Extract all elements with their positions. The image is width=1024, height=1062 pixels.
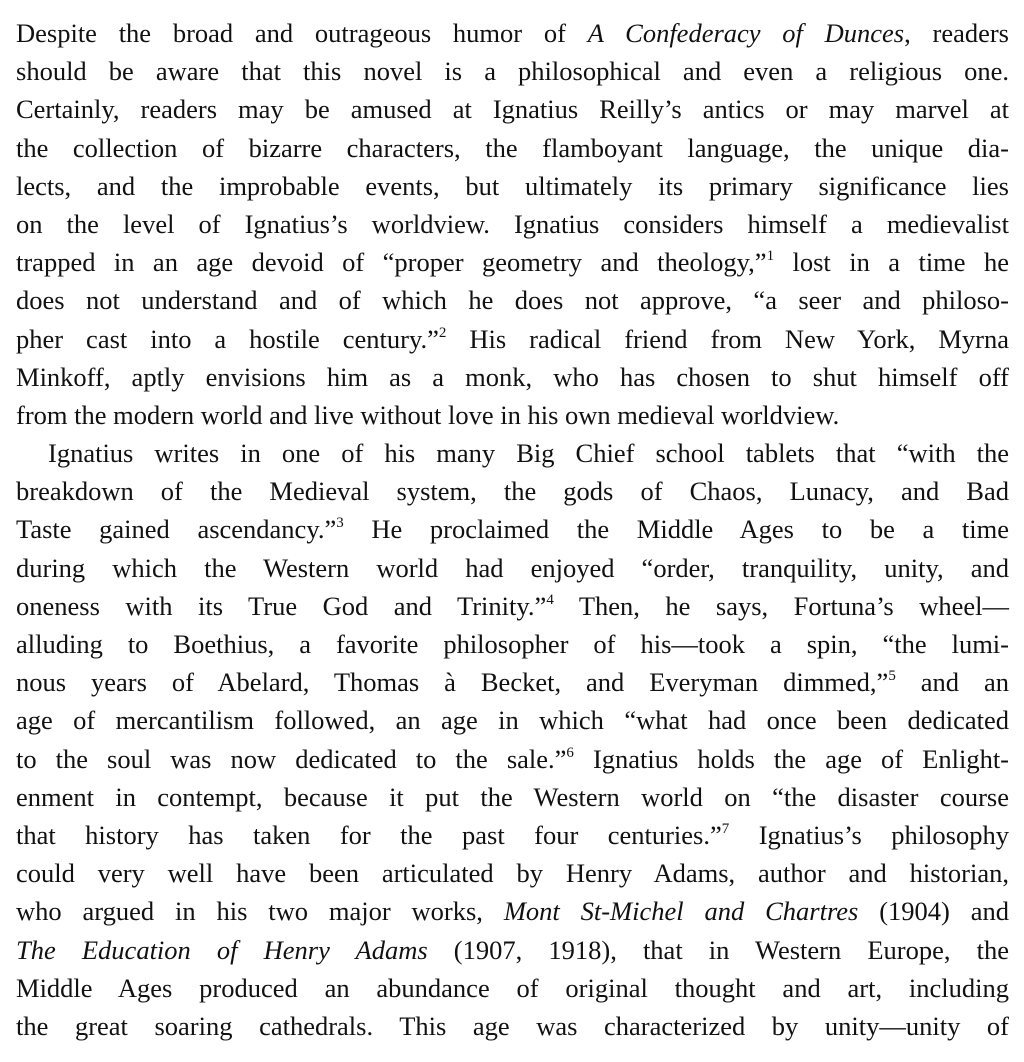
text-line [16, 434, 1009, 472]
footnote-marker: 2 [438, 324, 447, 341]
italic-title: A Confederacy of Dunces [587, 18, 905, 48]
text-segment: Ignatius holds the age of Enlight- [573, 743, 1009, 774]
text-segment: and an [895, 667, 1009, 698]
text-segment: Middle Ages produced an abundance of original thought and art, including [16, 972, 1009, 1003]
text-segment: He proclaimed the Middle Ages to be a time [343, 514, 1009, 545]
text-segment: lects, and the improbable events, but ultimately its primary significance lies [16, 170, 1009, 201]
text-segment: Ignatius’s philosophy [729, 819, 1009, 850]
text-segment: , readers [904, 18, 1009, 48]
text-segment: Certainly, readers may be amused at Ignatius Reilly’s antics or may marvel at [16, 94, 1009, 125]
text-segment: the great soaring cathedrals. This age was characterized by unity—unity of [16, 1010, 1009, 1041]
footnote-marker: 3 [336, 515, 344, 532]
text-segment: pher cast into a hostile century.” [16, 323, 439, 354]
text-line [16, 396, 1009, 434]
text-line [16, 320, 1009, 358]
text-line [16, 778, 1009, 816]
text-line [16, 816, 1009, 854]
text-line [16, 740, 1009, 778]
text-segment: that history has taken for the past four centuries.” [16, 819, 722, 850]
italic-title: The Education of Henry Adams [16, 934, 428, 965]
text-segment: breakdown of the Medieval system, the gods of Chaos, Lunacy, and Bad [16, 476, 1009, 507]
footnote-marker: 5 [888, 668, 896, 685]
text-segment: Ignatius writes in one of his many Big Chief school tablets that “with the [48, 438, 1009, 469]
text-segment: could very well have been articulated by Henry Adams, author and historian, [16, 858, 1009, 889]
footnote-marker: 7 [721, 820, 730, 837]
text-segment: during which the Western world had enjoyed “order, tranquility, unity, and [16, 552, 1009, 583]
text-line [16, 625, 1009, 663]
text-segment: should be aware that this novel is a philosophical and even a religious one. [16, 56, 1009, 87]
essay-text [16, 14, 1009, 1045]
text-line [16, 701, 1009, 739]
text-line [16, 167, 1009, 205]
text-segment: age of mercantilism followed, an age in which “what had once been dedicated [16, 705, 1009, 736]
text-line [16, 358, 1009, 396]
text-segment: enment in contempt, because it put the Western world on “the disaster course [16, 781, 1009, 812]
text-segment: Then, he says, Fortuna’s wheel— [553, 590, 1009, 621]
text-segment: to the soul was now dedicated to the sale.” [16, 743, 567, 774]
text-segment: alluding to Boethius, a favorite philosopher of his—took a spin, “the lumi- [16, 629, 1009, 659]
text-segment: the collection of bizarre characters, the flamboyant language, the unique dia- [16, 132, 1009, 163]
footnote-marker: 4 [546, 591, 554, 608]
footnote-marker: 6 [566, 744, 574, 761]
text-line [16, 205, 1009, 243]
text-line [16, 510, 1009, 548]
text-line [16, 243, 1009, 281]
text-segment: nous years of Abelard, Thomas à Becket, and Everyman dimmed,” [16, 667, 889, 698]
text-line [16, 52, 1009, 90]
text-line [16, 1007, 1009, 1045]
text-line [16, 14, 1009, 52]
text-line [16, 281, 1009, 319]
text-segment: trapped in an age devoid of “proper geometry and theology,” [16, 247, 767, 278]
italic-title: Mont St-Michel and Chartres [503, 896, 859, 927]
text-segment: on the level of Ignatius’s worldview. Ignatius considers himself a medievalist [16, 208, 1009, 239]
text-line [16, 587, 1009, 625]
text-line [16, 969, 1009, 1007]
text-line [16, 854, 1009, 892]
text-line [16, 129, 1009, 167]
text-segment: (1907, 1918), that in Western Europe, the [427, 934, 1009, 965]
footnote-marker: 1 [766, 248, 775, 265]
text-line [16, 549, 1009, 587]
text-segment: who argued in his two major works, [16, 896, 504, 927]
text-segment: Taste gained ascendancy.” [16, 514, 337, 545]
text-line [16, 90, 1009, 128]
text-segment: from the modern world and live without love in his own medieval worldview. [16, 399, 840, 430]
text-line [16, 472, 1009, 510]
text-segment: Despite the broad and outrageous humor of [16, 18, 588, 48]
text-segment: His radical friend from New York, Myrna [446, 323, 1010, 354]
text-segment: does not understand and of which he does not approve, “a seer and philoso- [16, 285, 1009, 316]
text-segment: Minkoff, aptly envisions him as a monk, who has chosen to shut himself off [16, 361, 1009, 392]
text-line [16, 892, 1009, 930]
text-line [16, 931, 1009, 969]
text-line [16, 663, 1009, 701]
text-segment: lost in a time he [774, 247, 1009, 278]
text-segment: oneness with its True God and Trinity.” [16, 590, 547, 621]
text-segment: (1904) and [858, 896, 1009, 927]
